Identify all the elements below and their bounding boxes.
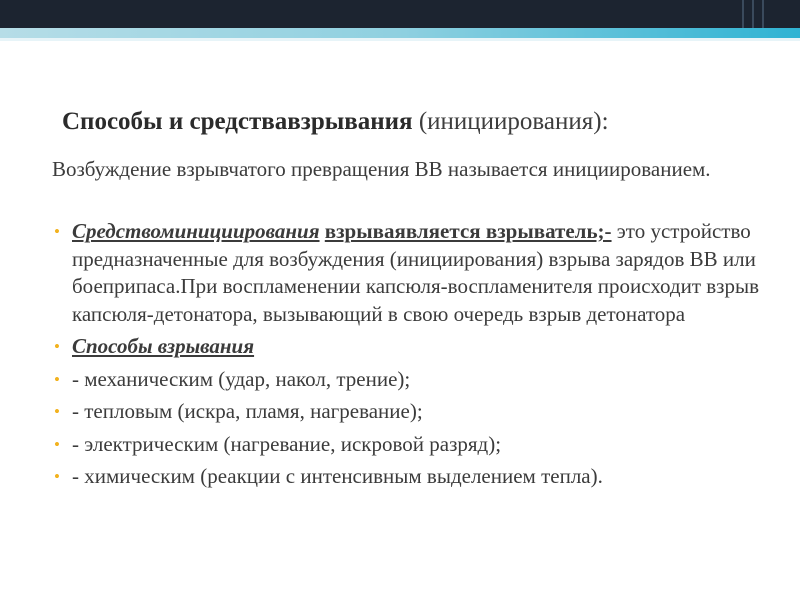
bullet-methods-heading xyxy=(52,333,762,361)
corner-decor-lines xyxy=(738,0,778,28)
top-accent-stripe xyxy=(0,28,800,38)
bullet-method-item xyxy=(52,463,762,491)
bullet-icon: • xyxy=(54,337,60,356)
bullet-icon: • xyxy=(54,402,60,421)
means-term: Средствоминициирования xyxy=(72,219,320,243)
top-decor-bar xyxy=(0,0,800,28)
bullet-means xyxy=(52,218,762,328)
bullet-icon: • xyxy=(54,369,60,389)
intro-paragraph: Возбуждение взрывчатого превращения ВВ называется инициированием. xyxy=(52,157,711,181)
bullet-icon: • xyxy=(54,434,60,454)
bullet-icon: • xyxy=(54,222,60,241)
bullet-list xyxy=(52,218,762,496)
method-item-text: - химическим (реакции с интенсивным выделением тепла). xyxy=(72,464,603,488)
slide-title-normal: (инициирования): xyxy=(412,108,609,135)
bullet-method-item xyxy=(52,366,762,394)
bullet-icon: • xyxy=(54,467,60,486)
top-accent-stripe-thin xyxy=(0,38,800,41)
method-item-text: - тепловым (искра, пламя, нагревание); xyxy=(72,399,423,423)
bullet-method-item xyxy=(52,398,762,426)
means-description: это устройство предназначенные для возбуждения (инициирования) взрыва зарядов ВВ или боеприпаса.При воспламенении капсюля-воспламенителя происходит взрыв капсюля-детонатора, вызывающий в свою очередь взрыв детонатора xyxy=(72,219,760,326)
slide-title xyxy=(62,104,762,140)
methods-heading: Способы взрывания xyxy=(72,334,255,358)
slide-title-bold: Способы и средствавзрывания xyxy=(62,108,413,135)
method-item-text: - электрическим (нагревание, искровой разряд); xyxy=(72,431,502,456)
means-connector: взрываявляется взрыватель;- xyxy=(324,219,612,243)
bullet-method-item xyxy=(52,431,762,459)
method-item-text: - механическим (удар, накол, трение); xyxy=(72,366,411,391)
